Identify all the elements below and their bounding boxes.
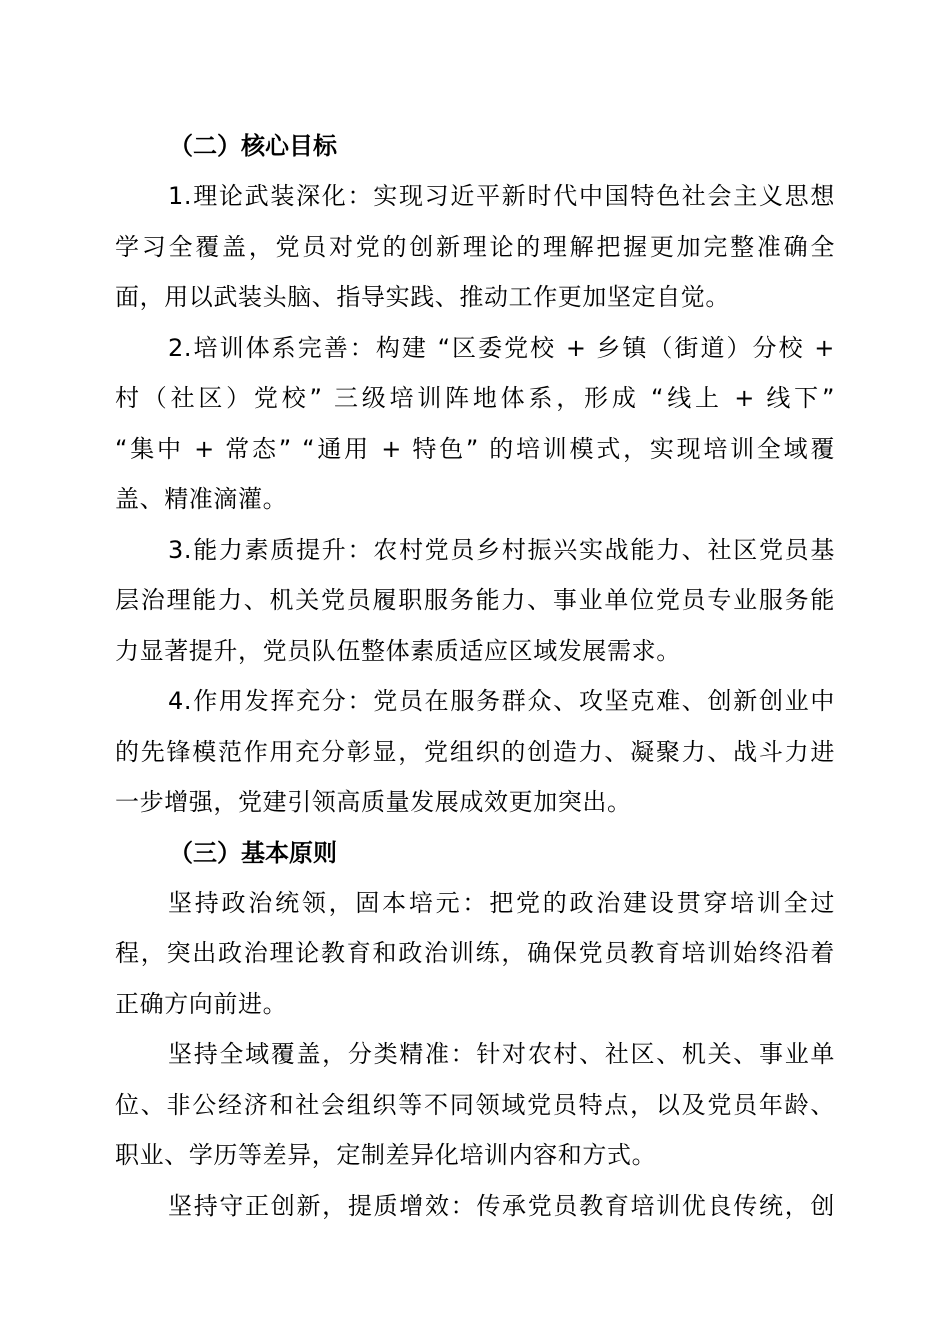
paragraph-line: 层治理能力、机关党员履职服务能力、事业单位党员专业服务能	[115, 586, 835, 614]
section-heading-basic-principles: （三）基本原则	[169, 838, 337, 867]
paragraph-line: 职业、学历等差异，定制差异化培训内容和方式。	[115, 1141, 657, 1169]
paragraph-line: 的先锋模范作用充分彰显，党组织的创造力、凝聚力、战斗力进	[115, 737, 835, 766]
paragraph-line: 学习全覆盖，党员对党的创新理论的理解把握更加完整准确全	[115, 232, 835, 261]
paragraph-line: 面，用以武装头脑、指导实践、推动工作更加坚定自觉。	[115, 283, 730, 311]
paragraph-political-leadership	[115, 878, 835, 1030]
document-page	[115, 121, 835, 1231]
paragraph-line: “集中 + 常态” “通用 + 特色” 的培训模式，实现培训全域覆	[115, 434, 835, 463]
paragraph-line: 4.作用发挥充分：党员在服务群众、攻坚克难、创新创业中	[168, 687, 835, 715]
paragraph-role-play	[115, 676, 835, 828]
paragraph-line: 坚持守正创新，提质增效：传承党员教育培训优良传统，创	[168, 1191, 835, 1220]
paragraph-line: 坚持政治统领，固本培元：把党的政治建设贯穿培训全过	[168, 888, 835, 917]
paragraph-line: 位、非公经济和社会组织等不同领域党员特点，以及党员年龄、	[115, 1090, 835, 1119]
paragraph-line: 盖、精准滴灌。	[115, 485, 288, 513]
paragraph-full-coverage	[115, 1029, 835, 1181]
paragraph-line: 正确方向前进。	[115, 989, 288, 1018]
paragraph-innovation	[115, 1181, 835, 1232]
paragraph-line: 程，突出政治理论教育和政治训练，确保党员教育培训始终沿着	[115, 939, 835, 967]
paragraph-line: 坚持全域覆盖，分类精准：针对农村、社区、机关、事业单	[168, 1040, 835, 1068]
paragraph-training-system	[115, 323, 835, 525]
paragraph-line: 力显著提升，党员队伍整体素质适应区域发展需求。	[115, 636, 681, 665]
paragraph-line: 3.能力素质提升：农村党员乡村振兴实战能力、社区党员基	[168, 535, 835, 564]
paragraph-capability-improvement	[115, 525, 835, 677]
paragraph-line: 1.理论武装深化：实现习近平新时代中国特色社会主义思想	[168, 182, 835, 210]
paragraph-theory-armament	[115, 171, 835, 323]
paragraph-line: 2.培训体系完善：构建 “区委党校 + 乡镇（街道）分校 +	[168, 333, 835, 362]
paragraph-line: 一步增强，党建引领高质量发展成效更加突出。	[115, 788, 632, 816]
paragraph-line: 村（社区）党校” 三级培训阵地体系，形成 “线上 + 线下”	[115, 384, 835, 412]
section-heading-core-goals: （二）核心目标	[169, 132, 337, 160]
